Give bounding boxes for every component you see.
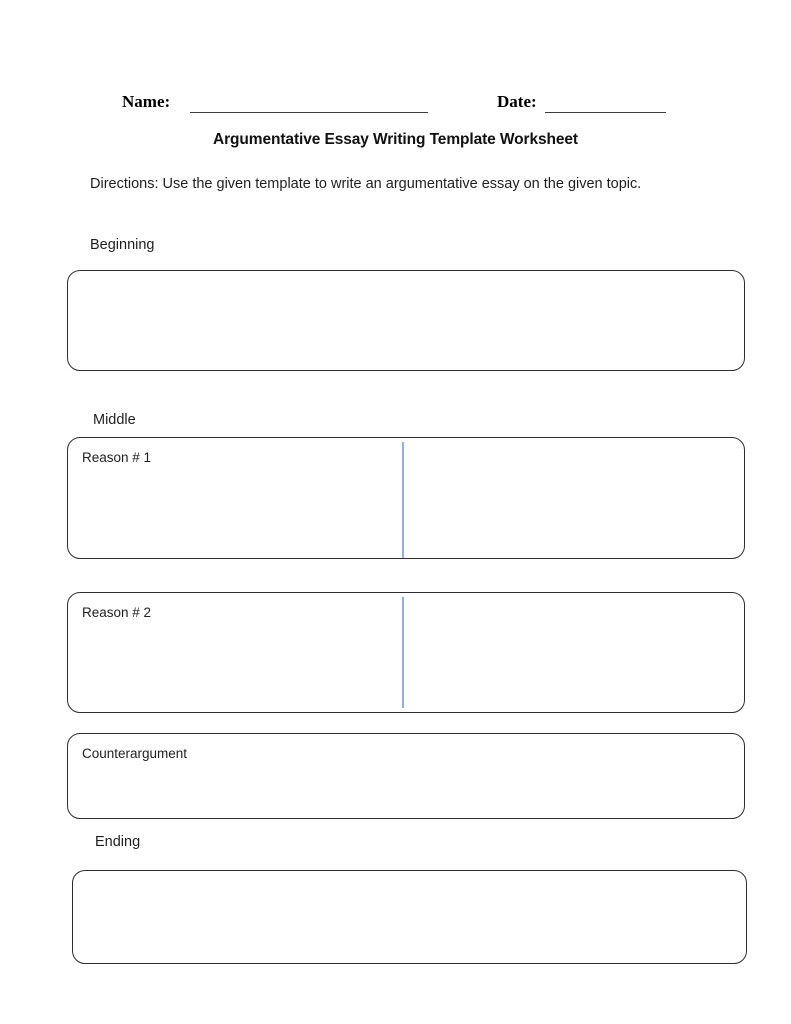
answer-box-reason-1[interactable] bbox=[67, 437, 745, 559]
answer-box-reason-1-label: Reason # 1 bbox=[82, 450, 152, 465]
answer-box-ending[interactable] bbox=[72, 870, 747, 964]
date-input-line[interactable] bbox=[545, 112, 666, 113]
answer-box-beginning[interactable] bbox=[67, 270, 745, 371]
name-input-line[interactable] bbox=[190, 112, 428, 113]
section-label-beginning: Beginning bbox=[90, 237, 155, 253]
vertical-divider-icon bbox=[402, 597, 404, 708]
section-label-middle: Middle bbox=[93, 412, 136, 428]
name-date-row bbox=[0, 88, 791, 114]
page-title: Argumentative Essay Writing Template Worksheet bbox=[213, 131, 578, 148]
section-label-ending: Ending bbox=[95, 834, 141, 850]
answer-box-reason-2[interactable] bbox=[67, 592, 745, 713]
name-label: Name: bbox=[122, 92, 171, 111]
date-label: Date: bbox=[497, 92, 537, 111]
answer-box-counterargument[interactable] bbox=[67, 733, 745, 819]
answer-box-reason-2-label: Reason # 2 bbox=[82, 605, 152, 620]
answer-box-counterargument-label: Counterargument bbox=[82, 746, 188, 761]
vertical-divider-icon bbox=[402, 442, 404, 558]
directions-text: Directions: Use the given template to write an argumentative essay on the given topic. bbox=[90, 176, 642, 192]
